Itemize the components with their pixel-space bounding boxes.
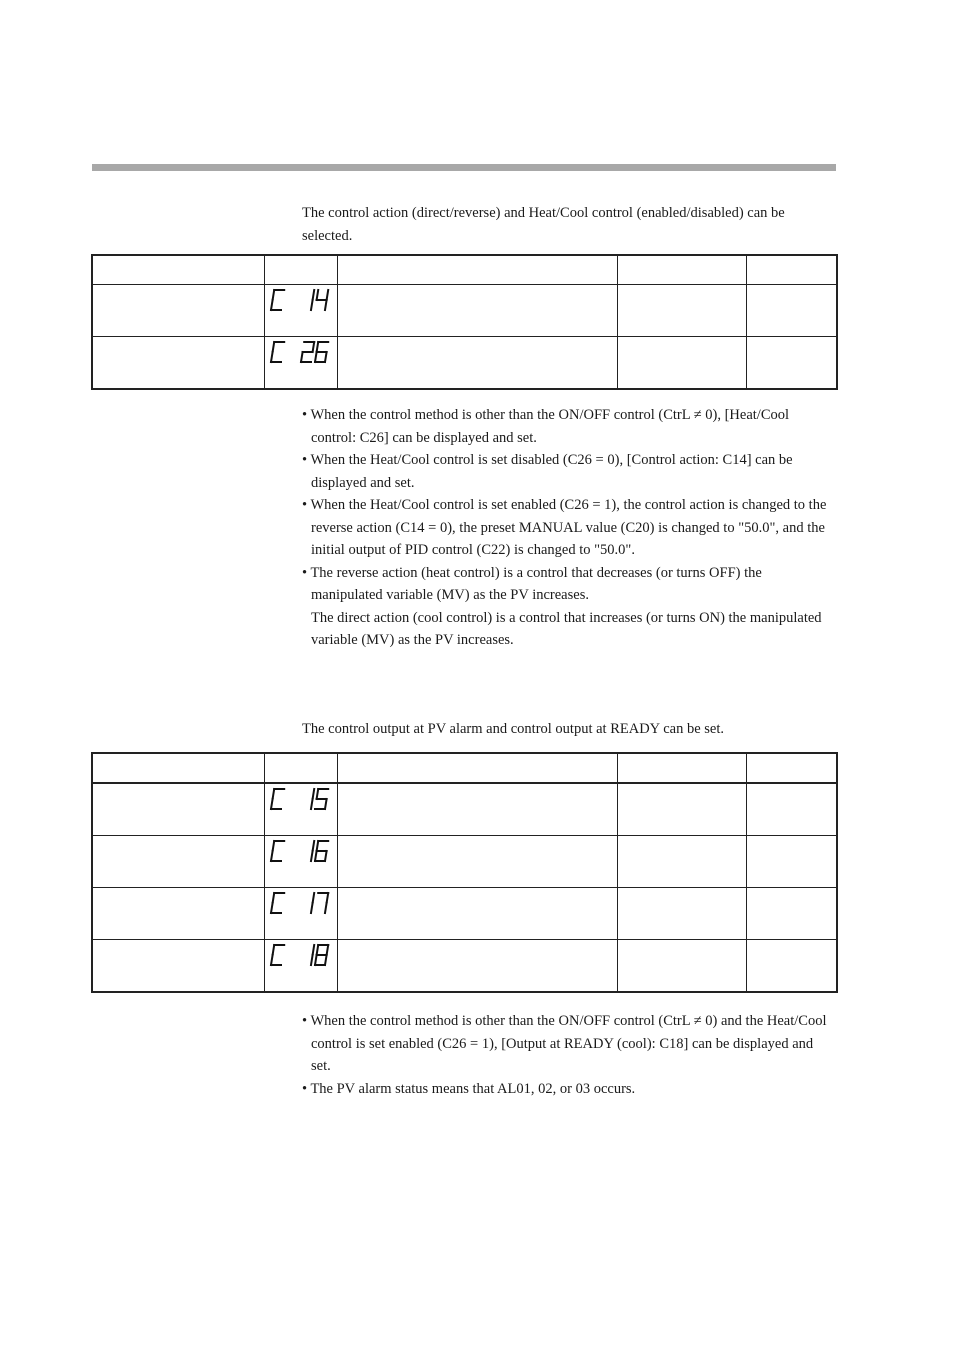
segment-stroke [326, 945, 328, 955]
segment-stroke [312, 789, 314, 799]
contents-cell [337, 940, 617, 993]
bullet: • [302, 1080, 308, 1097]
item-cell [92, 888, 264, 940]
header-cell [337, 255, 617, 285]
segment-stroke [271, 903, 273, 913]
item-cell [92, 783, 264, 836]
segment-stroke [315, 352, 317, 362]
contents-cell [337, 783, 617, 836]
display-cell [264, 783, 337, 836]
bullet: • [302, 1013, 308, 1029]
segment-stroke [311, 851, 313, 861]
section1-intro: The control action (direct/reverse) and Heat/Cool control (enabled/disabled) can be selected. [302, 205, 785, 244]
note-text: When the control method is other than the ON/OFF control (CtrL ≠ 0), [Heat/Cool control: C26] can be displayed and set. [310, 407, 790, 446]
segment-stroke [272, 945, 274, 955]
header-cell [337, 753, 617, 783]
note-text: When the Heat/Cool control is set enabled (C26 = 1), the control action is changed to the reverse action (C14 = 0), the preset MANUAL value (C20) is changed to "50.0", and the initial output of PID control (C22) is changed to "50.0". [310, 497, 827, 558]
seven-segment-code [269, 787, 333, 813]
segment-stroke [272, 290, 274, 300]
table-header-row [92, 255, 837, 285]
seven-segment-code [269, 943, 333, 969]
segment-stroke [272, 893, 274, 903]
section2-notes [302, 1010, 832, 1100]
display-cell [264, 836, 337, 888]
segment-stroke [311, 955, 313, 965]
segment-stroke [316, 342, 318, 352]
user-level-cell [746, 337, 837, 390]
bullet: • [302, 497, 308, 513]
note-item [302, 1010, 832, 1078]
segment-stroke [312, 841, 314, 851]
note-item [302, 562, 832, 652]
segment-stroke [271, 799, 273, 809]
segment-stroke [325, 799, 327, 809]
initial-value-cell [617, 836, 746, 888]
table-row [92, 940, 837, 993]
user-level-cell [746, 940, 837, 993]
user-level-cell [746, 285, 837, 337]
display-cell [264, 888, 337, 940]
segment-stroke [315, 955, 317, 965]
user-level-cell [746, 783, 837, 836]
note-item [302, 494, 832, 562]
note-text: The reverse action (heat control) is a control that decreases (or turns OFF) the manipulated variable (MV) as the PV increases. [310, 564, 762, 603]
segment-stroke [325, 352, 327, 362]
segment-stroke [326, 893, 328, 903]
bullet: • [302, 407, 308, 423]
segment-stroke [325, 903, 327, 913]
note-text-extra: The direct action (cool control) is a control that increases (or turns ON) the manipulated variable (MV) as the PV increases. [311, 609, 822, 648]
note-item [302, 449, 832, 494]
control-action-table [91, 254, 838, 390]
segment-stroke [271, 300, 273, 310]
table-header-row [92, 753, 837, 783]
contents-cell [337, 888, 617, 940]
segment-stroke [325, 851, 327, 861]
table-row [92, 783, 837, 836]
table-row [92, 337, 837, 390]
segment-stroke [316, 945, 318, 955]
contents-cell [337, 285, 617, 337]
segment-stroke [312, 893, 314, 903]
contents-cell [337, 337, 617, 390]
display-cell [264, 940, 337, 993]
segment-stroke [312, 290, 314, 300]
note-text: The PV alarm status means that AL01, 02, or 03 occurs. [310, 1080, 636, 1097]
header-cell [617, 753, 746, 783]
segment-stroke [316, 841, 318, 851]
note-item [302, 1078, 832, 1101]
bullet: • [302, 564, 308, 581]
segment-stroke [271, 851, 273, 861]
segment-stroke [272, 841, 274, 851]
bullet: • [302, 452, 308, 468]
header-cell [92, 753, 264, 783]
segment-stroke [311, 300, 313, 310]
seven-segment-code [269, 288, 333, 314]
item-cell [92, 940, 264, 993]
segment-stroke [272, 342, 274, 352]
segment-stroke [316, 290, 318, 300]
initial-value-cell [617, 940, 746, 993]
note-text: When the control method is other than the ON/OFF control (CtrL ≠ 0) and the Heat/Cool control is set enabled (C26 = 1), [Output at READY (cool): C18] can be displayed and set. [310, 1013, 827, 1074]
header-cell [92, 255, 264, 285]
section1-notes [302, 404, 832, 652]
segment-stroke [316, 789, 318, 799]
seven-segment-code [269, 891, 333, 917]
segment-stroke [272, 789, 274, 799]
control-output-table [91, 752, 838, 993]
initial-value-cell [617, 337, 746, 390]
segment-stroke [326, 290, 328, 300]
item-cell [92, 836, 264, 888]
header-cell [746, 753, 837, 783]
segment-stroke [312, 342, 314, 352]
note-item [302, 404, 832, 449]
note-text: When the Heat/Cool control is set disabled (C26 = 0), [Control action: C14] can be displayed and set. [310, 452, 793, 491]
segment-stroke [325, 300, 327, 310]
segment-stroke [325, 955, 327, 965]
initial-value-cell [617, 783, 746, 836]
segment-stroke [271, 352, 273, 362]
header-cell [264, 255, 337, 285]
contents-cell [337, 836, 617, 888]
segment-stroke [311, 799, 313, 809]
table-row [92, 285, 837, 337]
section2-intro: The control output at PV alarm and control output at READY can be set. [302, 721, 725, 737]
header-cell [264, 753, 337, 783]
segment-stroke [301, 352, 303, 362]
initial-value-cell [617, 888, 746, 940]
initial-value-cell [617, 285, 746, 337]
user-level-cell [746, 836, 837, 888]
display-cell [264, 337, 337, 390]
table-row [92, 836, 837, 888]
header-cell [617, 255, 746, 285]
display-cell [264, 285, 337, 337]
user-level-cell [746, 888, 837, 940]
segment-stroke [271, 955, 273, 965]
item-cell [92, 337, 264, 390]
segment-stroke [315, 851, 317, 861]
header-cell [746, 255, 837, 285]
item-cell [92, 285, 264, 337]
segment-stroke [311, 903, 313, 913]
seven-segment-code [269, 839, 333, 865]
seven-segment-code [269, 340, 333, 366]
segment-stroke [312, 945, 314, 955]
table-row [92, 888, 837, 940]
section-rule [92, 164, 836, 171]
